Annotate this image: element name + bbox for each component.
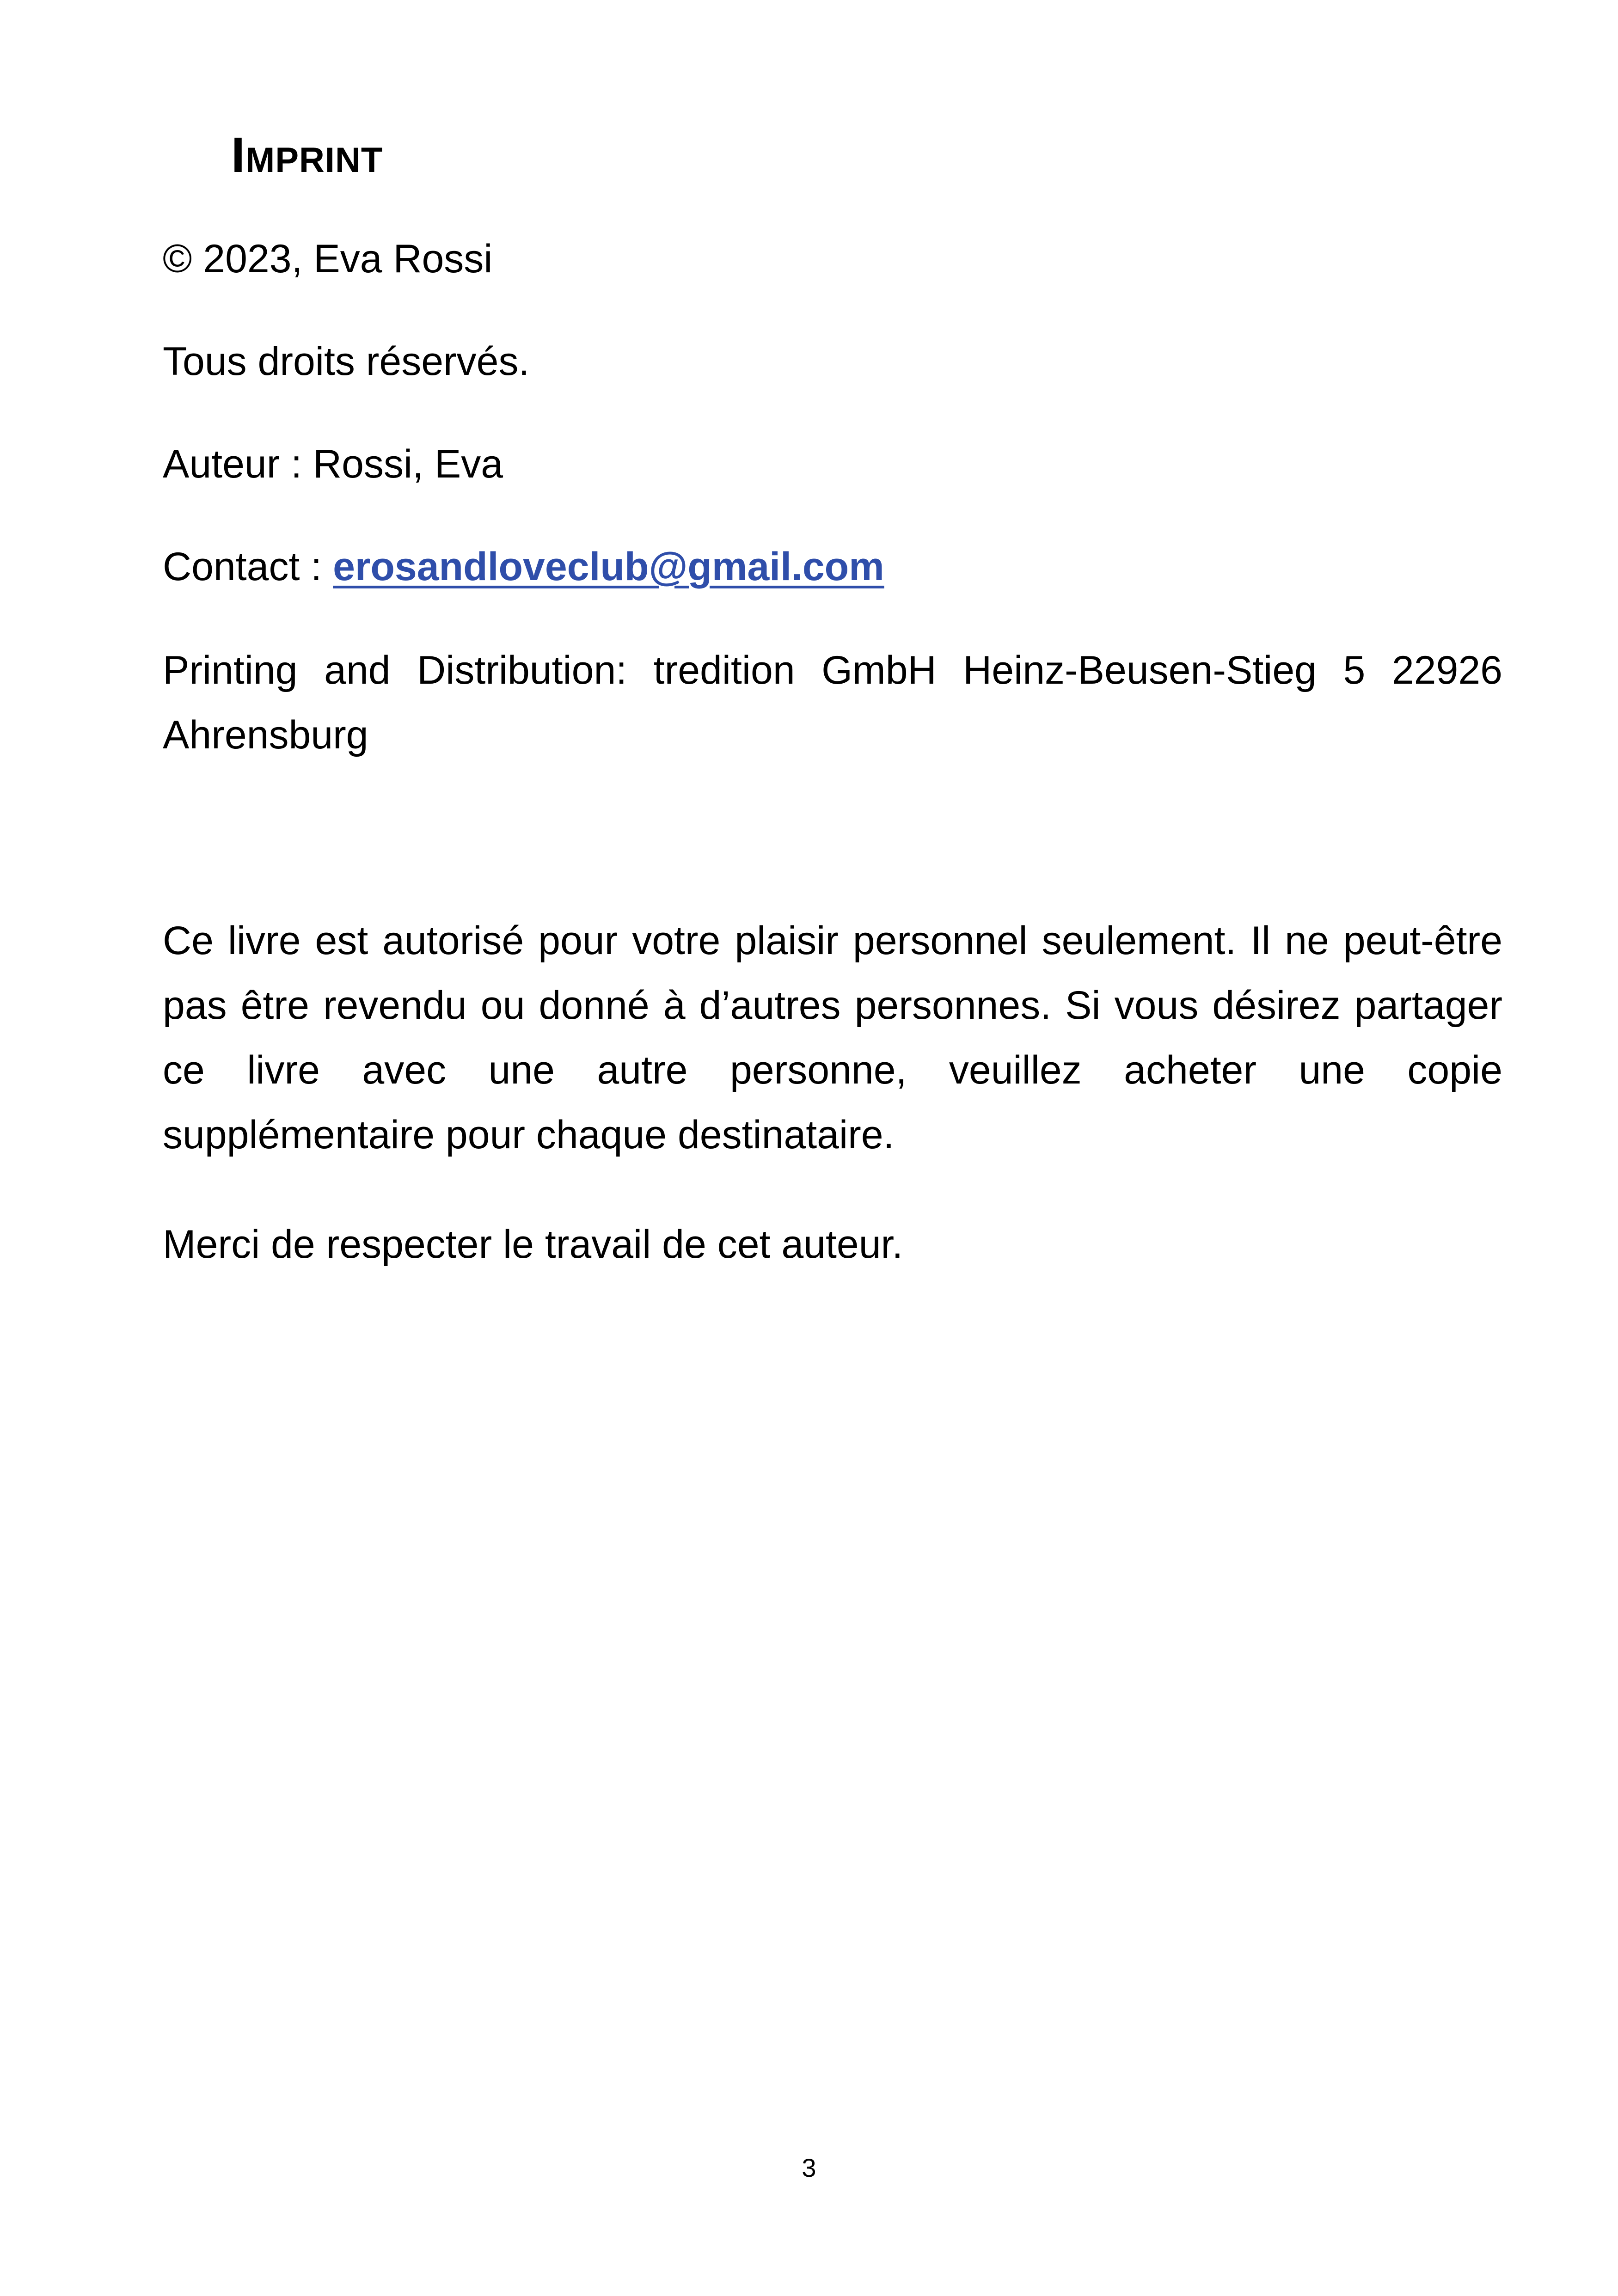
author-line: Auteur : Rossi, Eva bbox=[163, 442, 503, 486]
contact-line bbox=[163, 534, 1502, 599]
contact-email-link[interactable]: erosandloveclub@gmail.com bbox=[333, 545, 884, 589]
rights-line: Tous droits réservés. bbox=[163, 339, 530, 384]
copyright-line: © 2023, Eva Rossi bbox=[163, 237, 493, 281]
license-paragraph: Ce livre est autorisé pour votre plaisir personnel seulement. Il ne peut-être pas être revendu ou donné à d’autres personnes. Si vous désirez partager ce livre avec une autre personne, veuillez acheter une copie supplémentaire pour chaque destinataire. bbox=[163, 918, 1502, 1157]
thanks-line: Merci de respecter le travail de cet auteur. bbox=[163, 1222, 903, 1267]
page-number: 3 bbox=[802, 2153, 816, 2182]
printing-distribution-paragraph: Printing and Distribution: tredition GmbH Heinz-Beusen-Stieg 5 22926 Ahrensburg bbox=[163, 648, 1502, 757]
contact-label: Contact : bbox=[163, 545, 333, 589]
page-title: Imprint bbox=[231, 127, 383, 183]
